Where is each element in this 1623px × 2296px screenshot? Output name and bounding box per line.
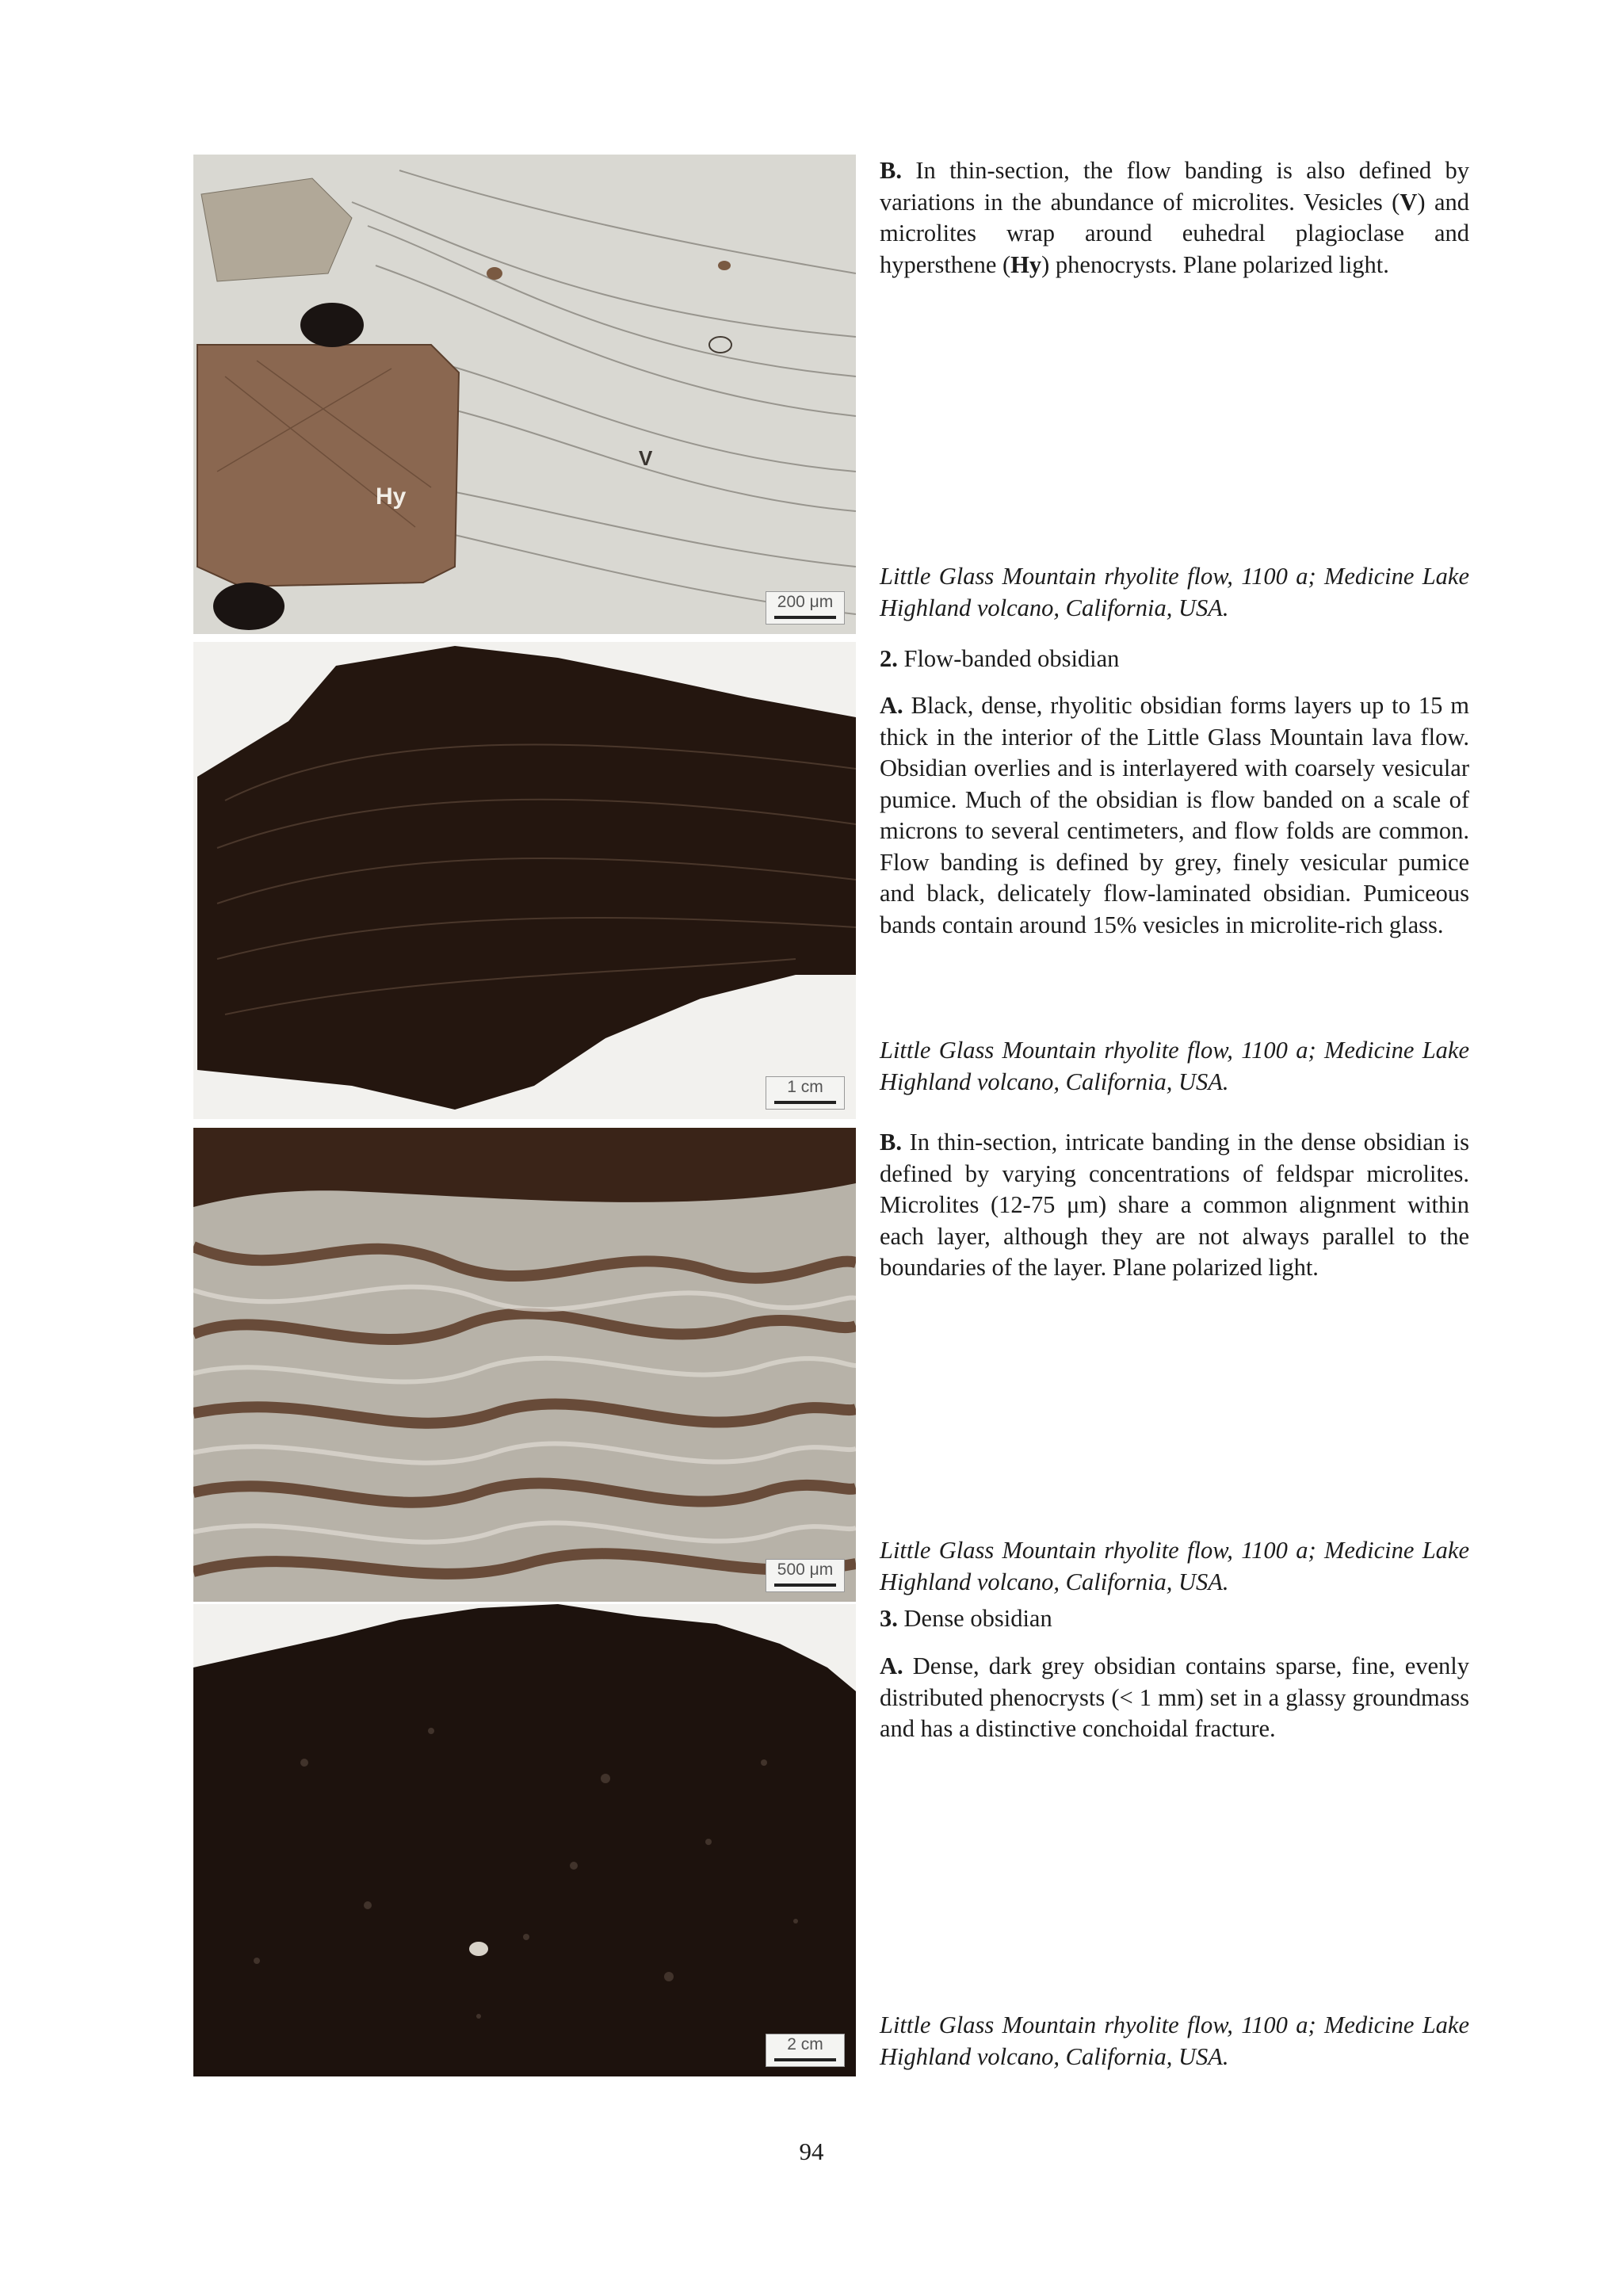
vesicle-abbrev: V (1400, 188, 1418, 216)
section-number: 2. (880, 645, 898, 672)
section-2a-description (880, 690, 1469, 941)
vesicle-label: V (639, 446, 653, 470)
hypersthene-abbrev: Hy (1010, 250, 1042, 278)
section-title: Flow-banded obsidian (897, 645, 1120, 672)
section-1b-location (880, 561, 1469, 624)
scale-bar-label: 200 μm (777, 593, 834, 611)
photo-flow-banded-obsidian (193, 642, 856, 1119)
section-2b-location (880, 1535, 1469, 1598)
section-letter: A. (880, 692, 903, 719)
scale-bar-label: 2 cm (787, 2035, 823, 2053)
banded-thin-section-image (193, 1128, 856, 1602)
section-title: Dense obsidian (897, 1605, 1052, 1632)
description-text: In thin-section, the flow banding is also defined by variations in the abundance of microlites. Vesicles ( (880, 157, 1469, 216)
photo-thin-section-hypersthene (193, 155, 856, 634)
thin-section-image (193, 155, 856, 634)
location-caption: Little Glass Mountain rhyolite flow, 1100 a; Medicine Lake Highland volcano, California, USA. (880, 1037, 1469, 1095)
location-caption: Little Glass Mountain rhyolite flow, 1100 a; Medicine Lake Highland volcano, California, USA. (880, 563, 1469, 621)
scale-bar-label: 500 μm (777, 1561, 834, 1579)
description-text: Dense, dark grey obsidian contains sparse, fine, evenly distributed phenocrysts (< 1 mm) set in a glassy groundmass and has a distinctive conchoidal fracture. (880, 1652, 1469, 1742)
section-letter: B. (880, 157, 902, 184)
section-3-heading (880, 1603, 1469, 1635)
section-2-heading (880, 644, 1469, 675)
scale-bar-500um (766, 1559, 845, 1592)
section-1b-description (880, 155, 1469, 281)
section-number: 3. (880, 1605, 898, 1632)
location-caption: Little Glass Mountain rhyolite flow, 1100 a; Medicine Lake Highland volcano, California, USA. (880, 2011, 1469, 2070)
location-caption: Little Glass Mountain rhyolite flow, 1100 a; Medicine Lake Highland volcano, California, USA. (880, 1537, 1469, 1595)
photo-dense-obsidian (193, 1604, 856, 2076)
section-3a-description (880, 1651, 1469, 1745)
scale-bar-label: 1 cm (787, 1078, 823, 1096)
hypersthene-label: Hy (376, 483, 407, 510)
section-2b-description (880, 1127, 1469, 1284)
scale-bar-1cm (766, 1076, 845, 1110)
description-text: In thin-section, intricate banding in the dense obsidian is defined by varying concentrations of feldspar microlites. Microlites (12-75 μm) share a common alignment within each layer, although they are not always parallel to the boundaries of the layer. Plane polarized light. (880, 1129, 1469, 1281)
photo-banded-obsidian-thin-section (193, 1128, 856, 1602)
description-text: ) phenocrysts. Plane polarized light. (1041, 250, 1389, 278)
section-letter: B. (880, 1129, 902, 1156)
obsidian-sample-image (193, 642, 856, 1119)
description-text: ) and microlites wrap around euhedral plagioclase and hypersthene ( (880, 188, 1469, 278)
section-letter: A. (880, 1652, 903, 1679)
scale-bar-2cm (766, 2034, 845, 2067)
dense-obsidian-image (193, 1604, 856, 2076)
page-number: 94 (799, 2137, 824, 2165)
section-2a-location (880, 1035, 1469, 1098)
section-3a-location (880, 2010, 1469, 2073)
scale-bar-200um (766, 591, 845, 625)
description-text: Black, dense, rhyolitic obsidian forms layers up to 15 m thick in the interior of the Little Glass Mountain lava flow. Obsidian overlies and is interlayered with coarsely vesicular pumice. Much of the obsidian is flow banded on a scale of microns to several centimeters, and flow folds are common. Flow banding is defined by grey, finely vesicular pumice and black, delicately flow-laminated obsidian. Pumiceous bands contain around 15% vesicles in microlite-rich glass. (880, 692, 1469, 938)
